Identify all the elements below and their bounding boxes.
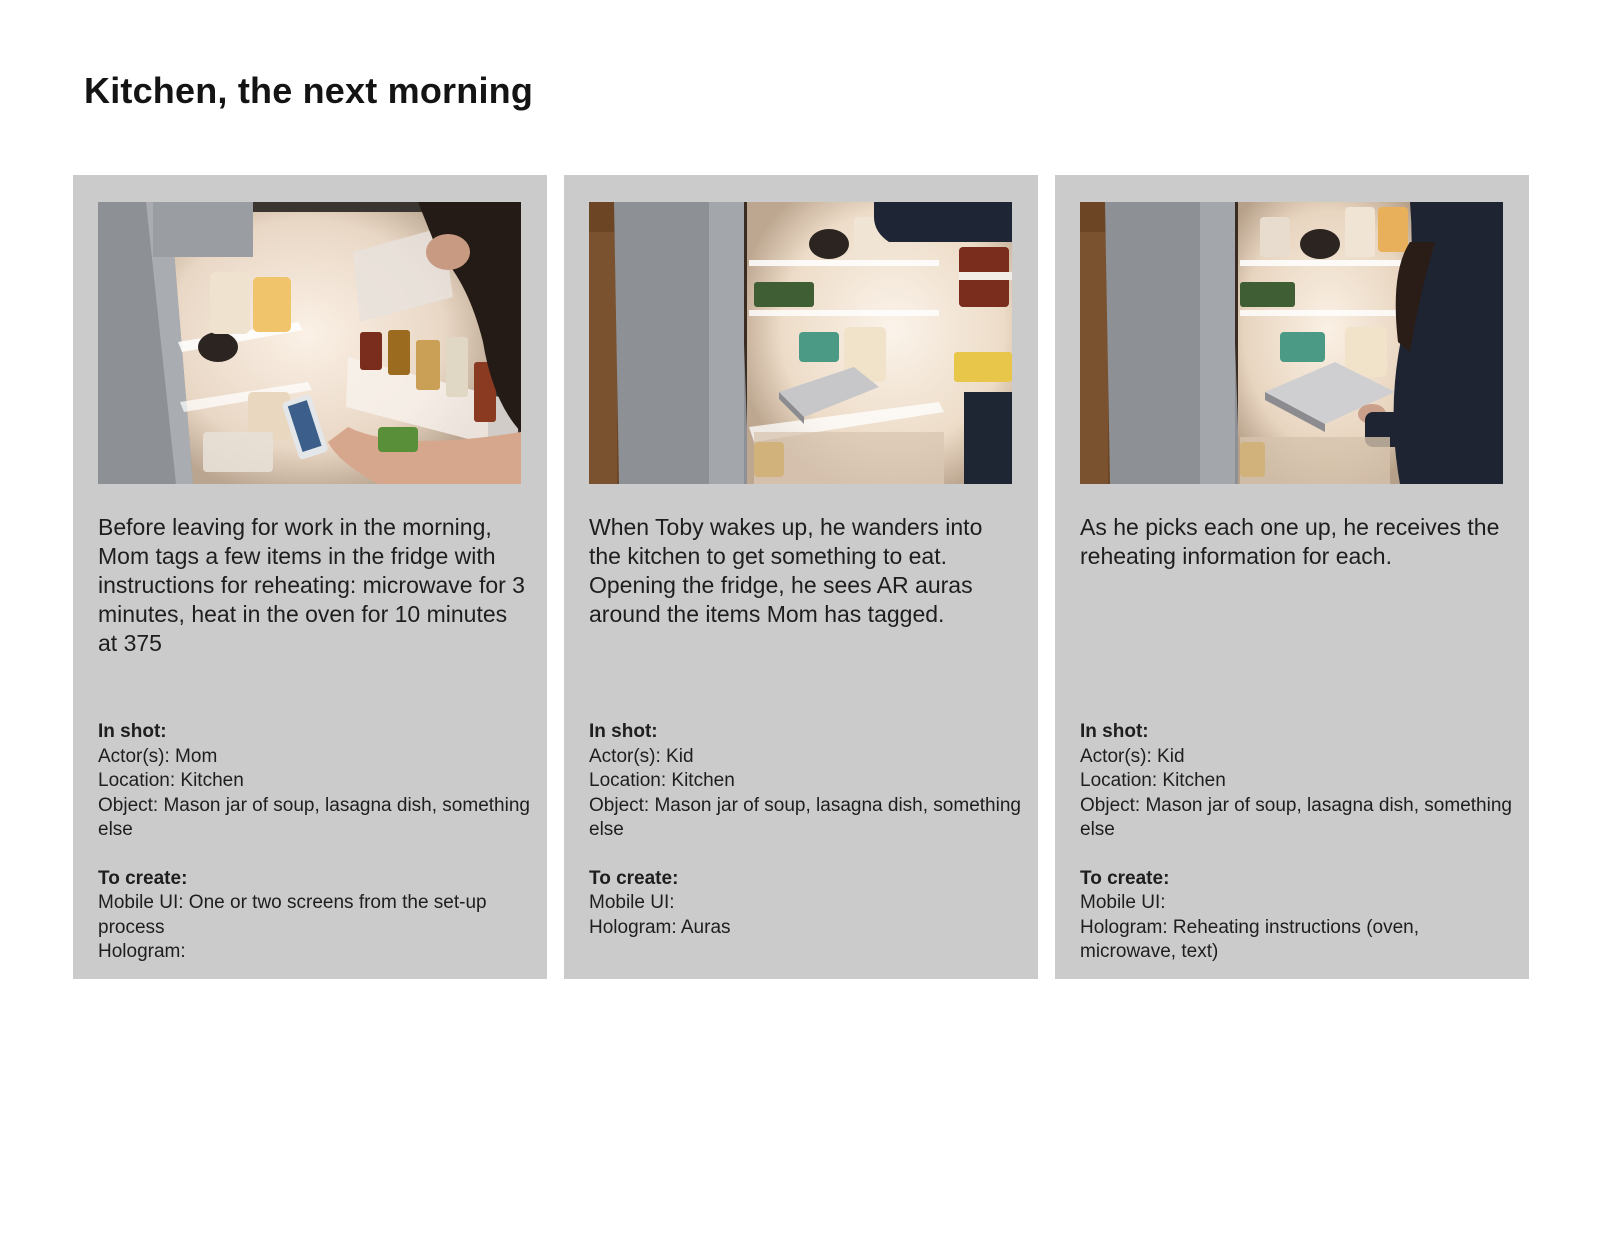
hologram-line: Hologram: Reheating instructions (oven, microwave, text)	[1080, 916, 1420, 962]
storyboard-panel-2	[564, 175, 1038, 979]
to-create-heading: To create:	[1080, 867, 1170, 889]
page-title: Kitchen, the next morning	[84, 70, 534, 111]
in-shot-heading: In shot:	[98, 721, 167, 742]
actors-line: Actor(s): Kid	[589, 745, 694, 767]
panel-description: As he picks each one up, he receives the reheating information for each.	[1080, 514, 1500, 569]
hologram-line: Hologram: Auras	[589, 916, 731, 938]
location-line: Location: Kitchen	[589, 770, 735, 791]
shot-details	[1080, 720, 1512, 965]
mobile-ui-line: Mobile UI: One or two screens from the set-up process	[98, 892, 487, 938]
to-create-heading: To create:	[589, 867, 679, 889]
object-line: Object: Mason jar of soup, lasagna dish, something else	[1080, 794, 1512, 840]
in-shot-heading: In shot:	[589, 721, 658, 742]
storyboard-panel-3	[1055, 175, 1529, 979]
object-line: Object: Mason jar of soup, lasagna dish, something else	[589, 794, 1021, 840]
panel-description: Before leaving for work in the morning, Mom tags a few items in the fridge with instructions for reheating: microwave for 3 minutes, heat in the oven for 10 minutes at 375	[98, 514, 525, 656]
storyboard-panel-1	[73, 175, 547, 979]
photo-kid-opening-fridge	[589, 202, 1012, 484]
actors-line: Actor(s): Mom	[98, 745, 218, 767]
location-line: Location: Kitchen	[98, 770, 244, 791]
panel-description: When Toby wakes up, he wanders into the kitchen to get something to eat. Opening the fridge, he sees AR auras around the items Mom has tagged.	[589, 514, 983, 627]
shot-details	[98, 720, 530, 965]
in-shot-heading: In shot:	[1080, 721, 1149, 742]
shot-details	[589, 720, 1021, 940]
mobile-ui-line: Mobile UI:	[589, 892, 675, 913]
photo-kid-picking-up-dish	[1080, 202, 1503, 484]
object-line: Object: Mason jar of soup, lasagna dish, something else	[98, 794, 530, 840]
hologram-line: Hologram:	[98, 941, 186, 962]
photo-mom-tagging-fridge-items	[98, 202, 521, 484]
to-create-heading: To create:	[98, 867, 188, 889]
location-line: Location: Kitchen	[1080, 770, 1226, 791]
mobile-ui-line: Mobile UI:	[1080, 892, 1166, 913]
actors-line: Actor(s): Kid	[1080, 745, 1185, 767]
